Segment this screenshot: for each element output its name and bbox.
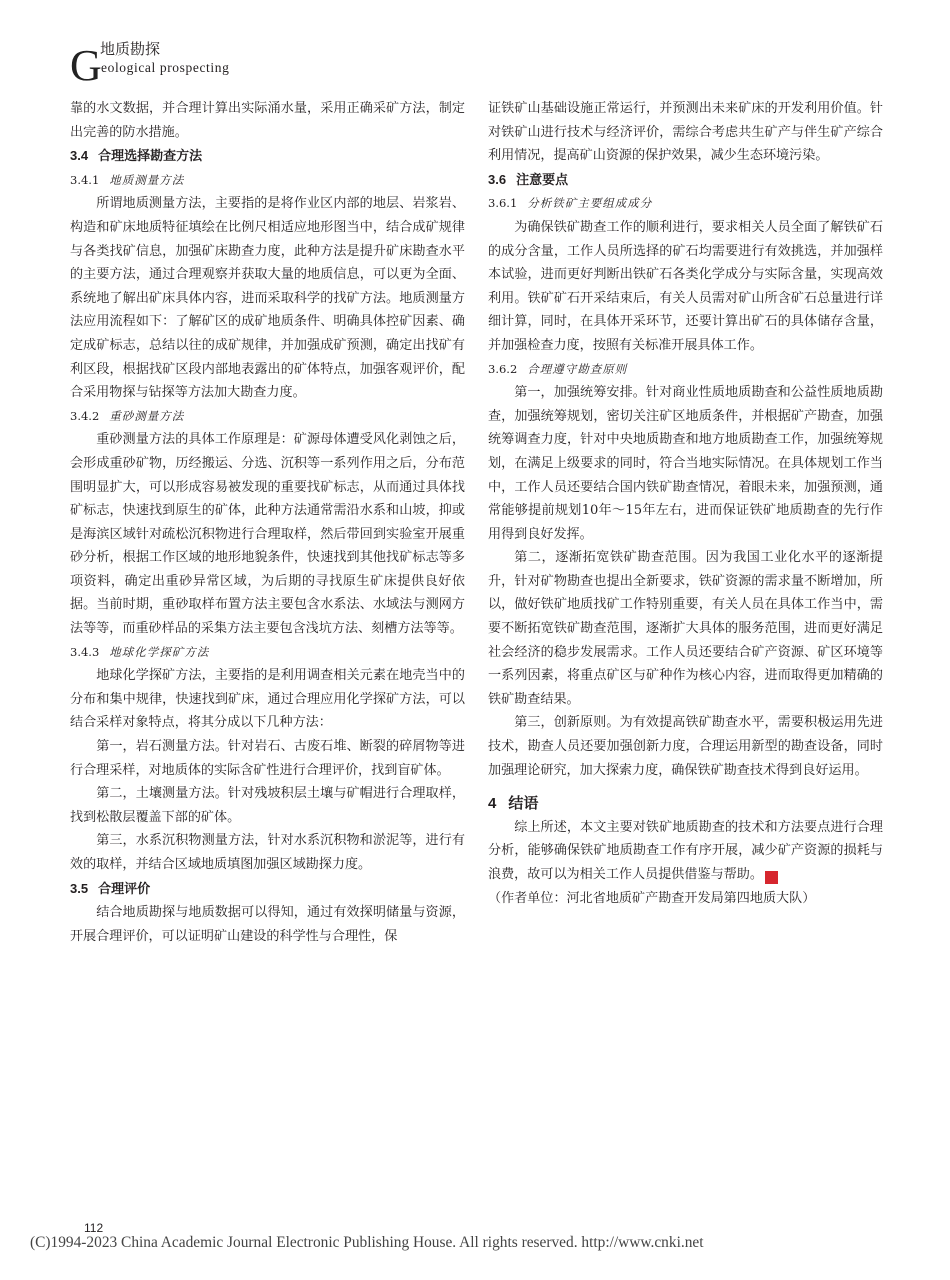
page-number: 112 bbox=[84, 1221, 104, 1235]
subsection-heading-3-4-1: 3.4.1 地质测量方法 bbox=[70, 172, 185, 187]
subsection-heading-3-6-2: 3.6.2 合理遵守勘查原则 bbox=[488, 361, 628, 376]
section-heading-3-4: 3.4 合理选择勘查方法 bbox=[70, 148, 203, 165]
paragraph-rock-survey: 第一，岩石测量方法。针对岩石、古废石堆、断裂的碎屑物等进行合理采样，对地质体的实际含矿性进行合理评价，找到盲矿体。 bbox=[70, 739, 465, 778]
subsection-heading-3-4-2: 3.4.2 重砂测量方法 bbox=[70, 408, 185, 423]
paragraph-evaluation-continued: 证铁矿山基础设施正常运行，并预测出未来矿床的开发利用价值。针对铁矿山进行技术与经济评价，需综合考虑共生矿产与伴生矿产综合利用情况，提高矿山资源的保护效果，减少生态环境污染。 bbox=[488, 101, 883, 164]
section-heading-4: 4 结语 bbox=[488, 794, 539, 813]
conclusion-text: 综上所述，本文主要对铁矿地质勘查的技术和方法要点进行合理分析，能够确保铁矿地质勘查工作有序开展，减少矿产资源的损耗与浪费，故可以为相关工作人员提供借鉴与帮助。 bbox=[488, 819, 883, 882]
paragraph-iron-ore-composition: 为确保铁矿勘查工作的顺利进行，要求相关人员全面了解铁矿石的成分含量，工作人员所选择的矿石均需要进行有效挑选，并加强样本试验，进而更好判断出铁矿石各类化学成分与实际含量，实现高效利用。铁矿矿石开采结束后，有关人员需对矿山所含矿石总量进行详细计算，同时，在具体开采环节，还要计算出矿石的具体储存含量，并加强检查力度，按照有关标准开展具体工作。 bbox=[488, 219, 883, 353]
paragraph-continued: 靠的水文数据，并合理计算出实际涌水量，采用正确采矿方法，制定出完善的防水措施。 bbox=[70, 101, 465, 140]
paragraph-heavy-sand-survey: 重砂测量方法的具体工作原理是：矿源母体遭受风化剥蚀之后，会形成重砂矿物，历经搬运、分选、沉积等一系列作用之后，分布范围明显扩大，可以形成容易被发现的重要找矿标志，从而通过具体找矿标志，快速找到原生的矿体，此种方法通常需沿水系和山坡，抑或是海滨区域针对疏松沉积物进行合理取样，然后带回到实验室开展重砂分析，根据工作区域的地形地貌条件，快速找到其他找矿标志等多项资料，确定出重砂异常区域，为后期的寻找原生矿床提供良好依据。当前时期，重砂取样布置方法主要包含水系法、水域法与测网方法等等，而重砂样品的采集方法主要包含浅坑方法、刻槽方法等等。 bbox=[70, 432, 465, 637]
paragraph-soil-survey: 第二，土壤测量方法。针对残坡积层土壤与矿帽进行合理取样，找到松散层覆盖下部的矿体。 bbox=[70, 786, 465, 825]
end-mark-icon: 涵 bbox=[765, 871, 778, 884]
subsection-heading-3-6-1: 3.6.1 分析铁矿主要组成成分 bbox=[488, 196, 653, 211]
paragraph-innovation: 第三，创新原则。为有效提高铁矿勘查水平，需要积极运用先进技术，勘查人员还要加强创新力度，合理运用新型的勘查设备，同时加强理论研究，加大探索力度，确保铁矿勘查技术得到良好运用。 bbox=[488, 715, 883, 778]
paragraph-conclusion bbox=[488, 816, 883, 887]
section-heading-3-6: 3.6 注意要点 bbox=[488, 171, 569, 188]
author-affiliation: （作者单位：河北省地质矿产勘查开发局第四地质大队） bbox=[488, 890, 816, 906]
paragraph-expand-scope: 第二，逐渐拓宽铁矿勘查范围。因为我国工业化水平的逐渐提升，针对矿物勘查也提出全新要求，铁矿资源的需求量不断增加，所以，做好铁矿地质找矿工作特别重要，有关人员在具体工作当中，需要不断拓宽铁矿勘查范围，逐渐扩大具体的服务范围，进而更好满足社会经济的稳步发展需求。工作人员还要结合矿产资源、矿区环境等一系列因素，将重点矿区与矿种作为核心内容，进而取得更加精确的铁矿勘查结果。 bbox=[488, 550, 883, 707]
journal-section-subtitle: eological prospecting bbox=[101, 60, 230, 75]
paragraph-evaluation: 结合地质勘探与地质数据可以得知，通过有效探明储量与资源，开展合理评价，可以证明矿山建设的科学性与合理性，保 bbox=[70, 905, 465, 944]
paragraph-geological-survey: 所谓地质测量方法，主要指的是将作业区内部的地层、岩浆岩、构造和矿床地质特征填绘在比例尺相适应地形图当中，结合成矿规律与各类找矿信息，加强矿床勘查力度，此种方法是提升矿床勘查水平的主要方法，通过合理观察并获取大量的地质信息，可以更为全面、系统地了解出矿床具体内容，进而采取科学的找矿方法。地质测量方法应用流程如下：了解矿区的成矿地质条件、明确具体控矿因素、确定成矿标志，总结以往的成矿规律，并加强成矿预测，确定出找矿有利区段，根据找矿区段内部地表露出的矿体特点，加强客观评价，配合采用物探与钻探等方法加大勘查力度。 bbox=[70, 196, 465, 401]
subsection-heading-3-4-3: 3.4.3 地球化学探矿方法 bbox=[70, 644, 210, 659]
paragraph-overall-planning: 第一，加强统筹安排。针对商业性质地质勘查和公益性质地质勘查，加强统筹规划，密切关注矿区地质条件，并根据矿产勘查，加强统筹调查力度，针对中央地质勘查和地方地质勘查工作，加强统筹规划，在满足上级要求的同时，符合当地实际情况。在具体规划工作当中，工作人员还要结合国内铁矿勘查情况，着眼未来，加强预测，通常能够提前规划10年～15年左右，进而保证铁矿地质勘查的先行作用得到良好发挥。 bbox=[488, 385, 883, 542]
left-column bbox=[70, 97, 465, 948]
journal-logo-letter: G bbox=[70, 41, 102, 90]
journal-section-title: 地质勘探 bbox=[100, 40, 161, 58]
section-heading-3-5: 3.5 合理评价 bbox=[70, 880, 151, 897]
right-column bbox=[488, 97, 883, 910]
copyright-notice: (C)1994-2023 China Academic Journal Electronic Publishing House. All rights reserved. http://www.cnki.net bbox=[30, 1234, 704, 1251]
paragraph-geochem-intro: 地球化学探矿方法，主要指的是利用调查相关元素在地壳当中的分布和集中规律，快速找到矿床，通过合理应用化学探矿方法，可以结合采样对象特点，将其分成以下几种方法： bbox=[70, 668, 465, 731]
paragraph-sediment-survey: 第三，水系沉积物测量方法，针对水系沉积物和淤泥等，进行有效的取样，并结合区域地质填图加强区域勘探力度。 bbox=[70, 833, 465, 872]
